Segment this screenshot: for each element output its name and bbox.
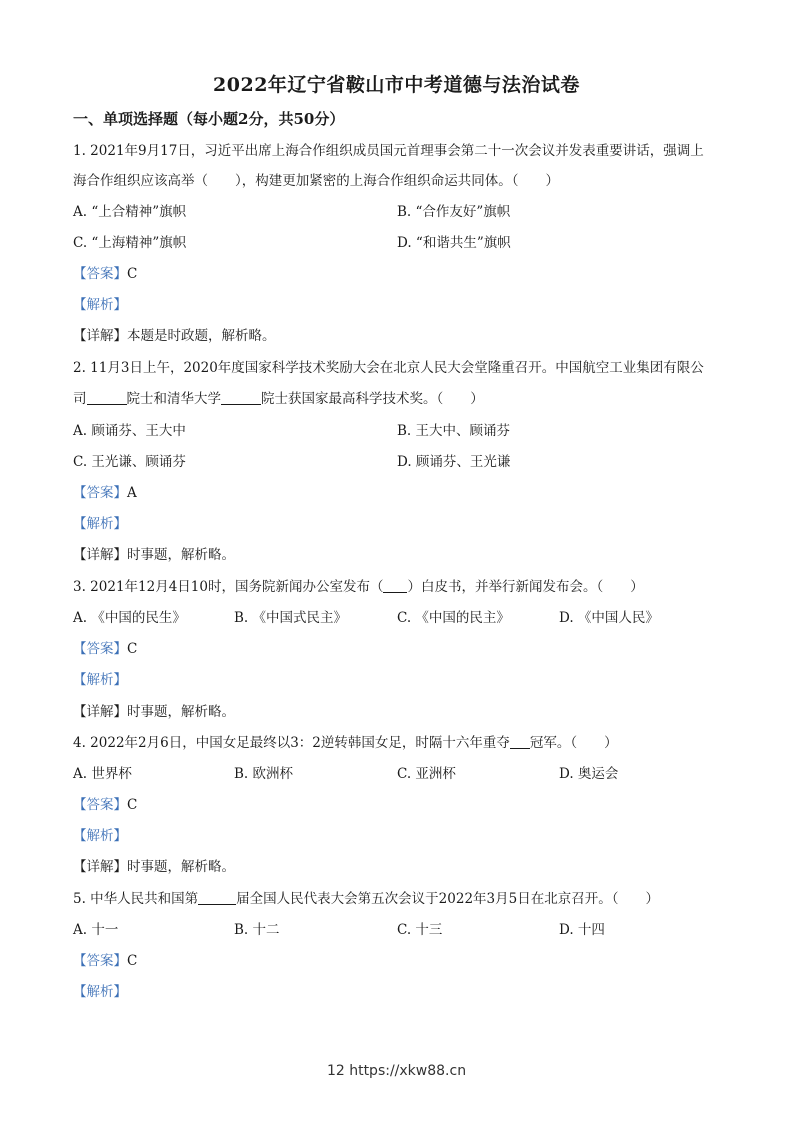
q1-option-a: A. “上合精神”旗帜 [73,204,187,220]
q2-option-d: D. 顾诵芬、王光谦 [397,454,511,470]
analysis-label: 【解析】 [73,516,127,532]
detail-label: 【详解】 [73,704,127,720]
fill-blank [383,578,407,593]
q3-text-part: ）白皮书，并举行新闻发布会。（ ） [407,579,644,595]
answer-value: C [127,641,138,657]
q5-answer [73,951,137,971]
q2-text-part: 司 [73,391,87,407]
detail-label: 【详解】 [73,547,127,563]
answer-label: 【答案】 [73,953,127,969]
q5-option-a: A. 十一 [73,922,119,938]
fill-blank [221,390,261,405]
q3-detail [73,702,235,722]
answer-value: A [127,485,137,501]
answer-label: 【答案】 [73,485,127,501]
q2-analysis [73,514,127,534]
answer-value: C [127,266,138,282]
q3-option-c: C. 《中国的民主》 [397,610,510,626]
q2-text-part: 院士获国家最高科学技术奖。（ ） [261,391,484,407]
answer-value: C [127,953,138,969]
q5-option-c: C. 十三 [397,922,443,938]
q2-option-a: A. 顾诵芬、王大中 [73,423,186,439]
q1-detail [73,326,276,346]
detail-text: 时事题，解析略。 [127,859,235,875]
detail-text: 时事题，解析略。 [127,704,235,720]
q4-option-a: A. 世界杯 [73,766,132,782]
answer-label: 【答案】 [73,797,127,813]
q4-stem [73,733,618,753]
q4-analysis [73,826,127,846]
fill-blank [510,734,530,749]
analysis-label: 【解析】 [73,672,127,688]
q4-option-b: B. 欧洲杯 [234,766,294,782]
q3-option-b: B. 《中国式民主》 [234,610,348,626]
q5-analysis [73,982,127,1002]
q2-option-c: C. 王光谦、顾诵芬 [73,454,186,470]
detail-label: 【详解】 [73,859,127,875]
answer-value: C [127,797,138,813]
fill-blank [198,890,236,905]
q4-option-d: D. 奥运会 [559,766,619,782]
q1-option-d: D. “和谐共生”旗帜 [397,235,511,251]
analysis-label: 【解析】 [73,297,127,313]
analysis-label: 【解析】 [73,984,127,1000]
detail-text: 时事题，解析略。 [127,547,235,563]
detail-label: 【详解】 [73,328,127,344]
q2-text-part: 院士和清华大学 [126,391,221,407]
q3-text-part: 3. 2021年12月4日10时，国务院新闻办公室发布（ [73,579,384,595]
q5-option-b: B. 十二 [234,922,280,938]
section-heading: 一、单项选择题（每小题2分，共50分） [73,110,345,128]
answer-label: 【答案】 [73,641,127,657]
q4-text-part: 4. 2022年2月6日，中国女足最终以3：2逆转韩国女足，时隔十六年重夺 [73,735,510,751]
q5-text-part: 届全国人民代表大会第五次会议于2022年3月5日在北京召开。（ ） [236,891,659,907]
answer-label: 【答案】 [73,266,127,282]
q2-stem-line2 [73,389,484,409]
q1-option-c: C. “上海精神”旗帜 [73,235,187,251]
q1-option-b: B. “合作友好”旗帜 [397,204,511,220]
q4-answer [73,795,137,815]
q2-answer [73,483,137,503]
q1-stem-line1: 1. 2021年9月17日，习近平出席上海合作组织成员国元首理事会第二十一次会议并发表重要讲话，强调上 [73,143,704,159]
q3-option-d: D. 《中国人民》 [559,610,659,626]
q3-analysis [73,670,127,690]
q3-stem [73,577,644,597]
q1-analysis [73,295,127,315]
q3-option-a: A. 《中国的民生》 [73,610,186,626]
q5-stem [73,889,659,909]
detail-text: 本题是时政题，解析略。 [127,328,276,344]
q2-stem-line1: 2. 11月3日上午，2020年度国家科学技术奖励大会在北京人民大会堂隆重召开。中国航空工业集团有限公 [73,360,704,376]
q2-detail [73,545,235,565]
q4-detail [73,857,235,877]
q1-answer [73,264,137,284]
page-footer: 12 https://xkw88.cn [326,1063,467,1079]
q5-text-part: 5. 中华人民共和国第 [73,891,199,907]
q5-option-d: D. 十四 [559,922,605,938]
page-title: 2022年辽宁省鞍山市中考道德与法治试卷 [213,74,580,96]
q3-answer [73,639,137,659]
q1-stem-line2: 海合作组织应该高举（ ），构建更加紧密的上海合作组织命运共同体。（ ） [73,173,559,189]
q2-option-b: B. 王大中、顾诵芬 [397,423,511,439]
q4-option-c: C. 亚洲杯 [397,766,456,782]
fill-blank [87,390,127,405]
q4-text-part: 冠军。（ ） [529,735,618,751]
analysis-label: 【解析】 [73,828,127,844]
